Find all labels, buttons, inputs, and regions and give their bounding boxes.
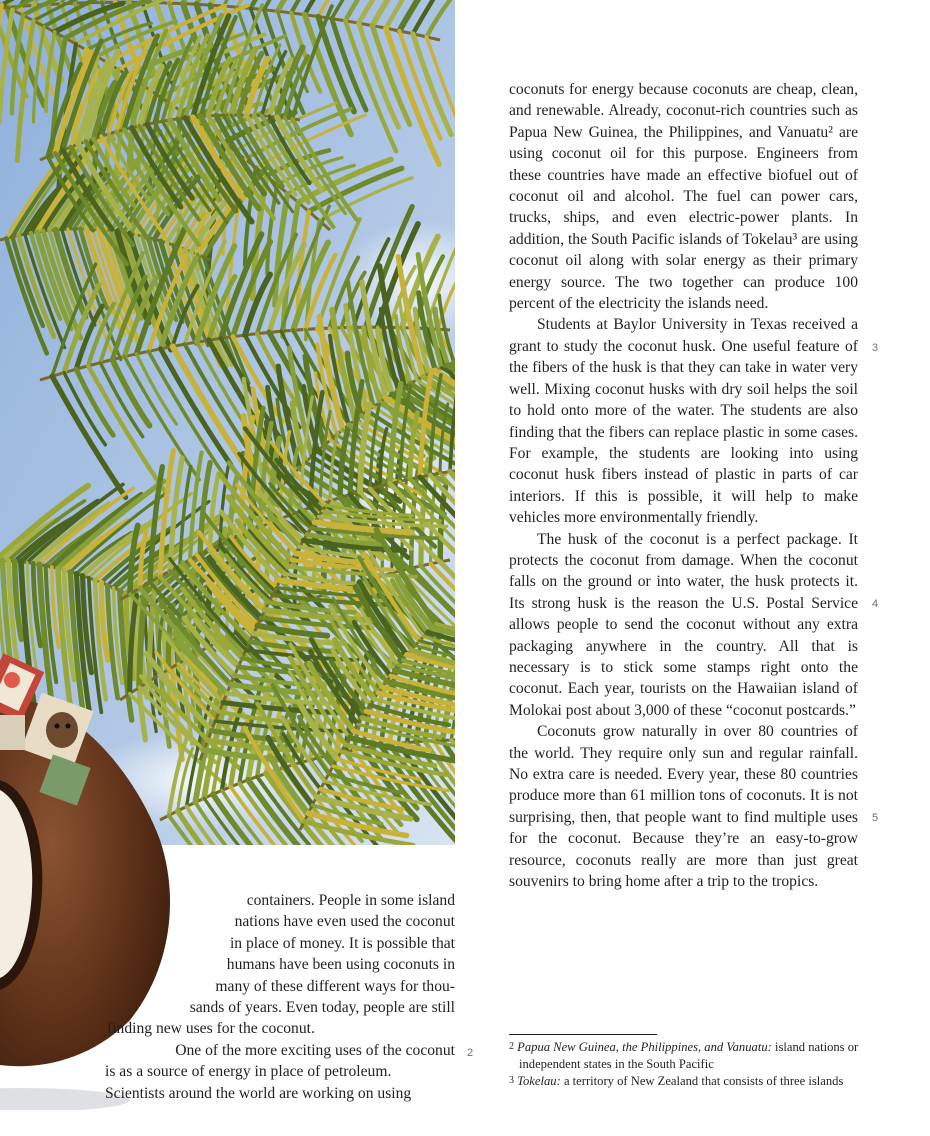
paragraph-number-2: 2 — [467, 1047, 474, 1059]
footnote-text: a territory of New Zealand that consists of three islands — [563, 1074, 844, 1088]
text-line: in place of money. It is possible that — [229, 934, 455, 952]
text-line: containers. People in some island — [246, 892, 455, 909]
footnote-text: island nations or independent states in the South Pacific — [519, 1040, 859, 1071]
left-column — [100, 890, 455, 1104]
text-line: nations have even used the coconut — [234, 913, 455, 931]
right-column — [509, 79, 858, 892]
paragraph-number-5: 5 — [872, 812, 879, 824]
footnote-3 — [509, 1073, 869, 1090]
paragraph-3: Students at Baylor University in Texas received a grant to study the coconut husk. One useful feature of the fibers of the husk is that they can take in water very well. Mixing coconut husks with dry soil helps the soil to hold onto more of the water. The students are also finding that the fibers can replace plastic in some cases. For example, the students are looking into using coconut husk fibers instead of plastic in parts of car interiors. If this is possible, it will help to make vehicles more environmentally friendly. — [509, 316, 858, 527]
footnote-mark: 2 — [509, 1041, 514, 1052]
paragraph-number-4: 4 — [872, 598, 879, 610]
paragraph-1-continuation: coconuts for energy because coconuts are cheap, clean, and renewable. Already, coconut-rich countries such as Papua New Guinea, the Philippines, and Vanuatu² are using coconut oil for this purpose. Engineers from these countries have made an effective biofuel out of coconut oil and alcohol. The fuel can power cars, trucks, ships, and even electric-power plants. In addition, the South Pacific islands of Tokelau³ are using coconut oil along with solar energy as their primary energy source. The two together can produce 100 percent of the electricity the islands need. — [509, 81, 858, 313]
text-line: is as a source of energy in place of petroleum. — [105, 1063, 392, 1081]
text-line: Scientists around the world are working on using — [105, 1084, 412, 1102]
text-line: humans have been using coconuts in — [226, 956, 455, 974]
paragraph-4: The husk of the coconut is a perfect package. It protects the coconut from damage. When the coconut falls on the ground or into water, the husk protects it. Its strong husk is the reason the U.S. Postal Service allows people to send the coconut without any extra packaging anywhere in the country. All that is necessary is to stick some stamps right onto the coconut. Each year, tourists on the Hawaiian island of Molokai post about 3,000 of these “coconut postcards.” — [509, 530, 858, 719]
footnote-term: Papua New Guinea, the Philippines, and Vanuatu: — [517, 1040, 772, 1054]
footnote-term: Tokelau: — [517, 1074, 561, 1088]
text-line: finding new uses for the coconut. — [107, 1020, 315, 1038]
paragraph-5: Coconuts grow naturally in over 80 countries of the world. They require only sun and regular rainfall. No extra care is needed. Every year, these 80 countries produce more than 61 million tons of coconuts. It is not surprising, then, that people want to find multiple uses for the coconut. Because they’re an easy-to-grow resource, coconuts really are more than just great souvenirs to bring home after a trip to the tropics. — [509, 723, 858, 891]
text-line: many of these different ways for thou- — [215, 977, 455, 995]
footnote-2 — [509, 1039, 869, 1072]
text-line: sands of years. Even today, people are still — [189, 999, 455, 1017]
paragraph-number-3: 3 — [872, 342, 879, 354]
footnotes — [509, 1039, 869, 1091]
footnote-mark: 3 — [509, 1075, 514, 1086]
footnote-divider — [509, 1034, 657, 1035]
text-line: One of the more exciting uses of the coconut — [175, 1041, 455, 1059]
